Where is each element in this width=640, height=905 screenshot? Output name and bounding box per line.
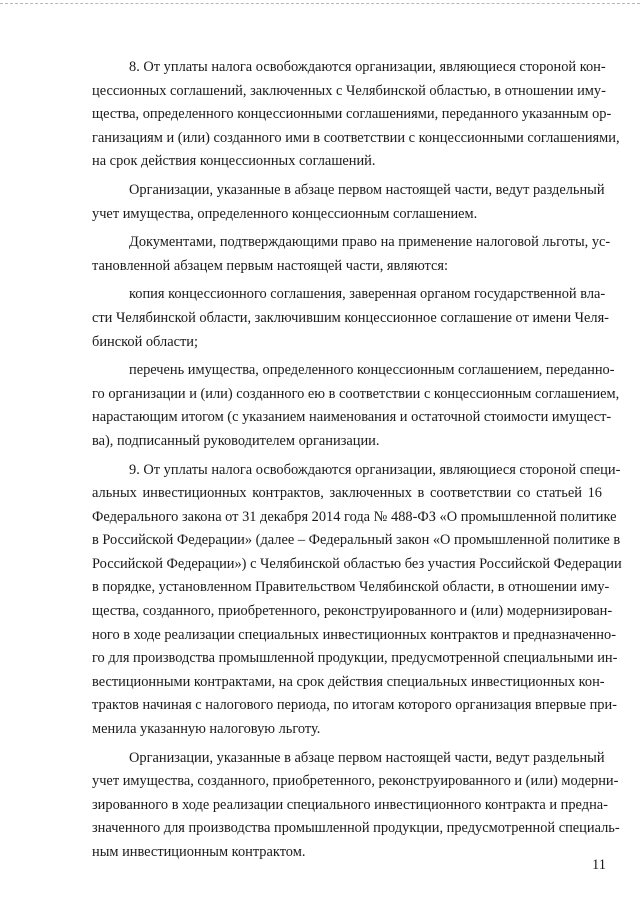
text-line: щества, определенного концессионными соглашениями, переданного указанным ор- — [92, 106, 612, 123]
text-line: щества, созданного, приобретенного, реконструированного и (или) модернизирован- — [92, 603, 613, 620]
text-line: цессионных соглашений, заключенных с Челябинской областью, в отношении иму- — [92, 82, 606, 99]
text-line: Организации, указанные в абзаце первом настоящей части, ведут раздельный — [129, 181, 605, 198]
text-line: тановленной абзацем первым настоящей части, являются: — [92, 257, 448, 274]
text-line: на срок действия концессионных соглашений. — [92, 153, 376, 170]
paragraph-9 — [92, 459, 622, 742]
text-line: ва), подписанный руководителем организации. — [92, 432, 380, 449]
text-line: нарастающим итогом (с указанием наименования и остаточной стоимости имущест- — [92, 409, 612, 426]
text-line: 9. От уплаты налога освобождаются организации, являющиеся стороной специ- — [129, 461, 621, 478]
paragraph-property-list — [92, 359, 620, 453]
text-line: перечень имущества, определенного концессионным соглашением, переданно- — [129, 362, 615, 379]
paragraph-agreement-copy — [92, 283, 609, 354]
text-line: учет имущества, созданного, приобретенного, реконструированного и (или) модерни- — [92, 773, 619, 790]
text-line: трактов начиная с налогового периода, по итогам которого организация впервые при- — [92, 697, 617, 714]
text-line: 8. От уплаты налога освобождаются организации, являющиеся стороной кон- — [129, 59, 606, 75]
text-line: ганизациям и (или) созданного ими в соответствии с концессионными соглашениями, — [92, 129, 620, 146]
text-line: значенного для производства промышленной продукции, предусмотренной специаль- — [92, 820, 620, 837]
text-line: вестиционными контрактами, на срок действия специальных инвестиционных кон- — [92, 673, 605, 690]
text-line: учет имущества, определенного концессионным соглашением. — [92, 205, 478, 222]
paragraph-documents — [92, 231, 611, 278]
paragraph-8 — [92, 56, 620, 174]
text-line: го организации и (или) созданного ею в соответствии с концессионным соглашением, — [92, 385, 620, 402]
text-line: зированного в ходе реализации специального инвестиционного контракта и предна- — [92, 796, 608, 813]
text-line: го для производства промышленной продукции, предусмотренной специальными ин- — [92, 650, 618, 667]
page-number: 11 — [592, 857, 606, 873]
text-line: в Российской Федерации» (далее – Федеральный закон «О промышленной политике в — [92, 532, 621, 549]
text-line: Российской Федерации») с Челябинской областью без участия Российской Федерации — [92, 555, 622, 572]
text-line: копия концессионного соглашения, заверенная органом государственной вла- — [129, 286, 606, 303]
text-line: менила указанную налоговую льготу. — [92, 721, 321, 738]
paragraph-separate-accounting-1 — [92, 179, 605, 226]
text-line: Организации, указанные в абзаце первом настоящей части, ведут раздельный — [129, 749, 605, 766]
text-line: ным инвестиционным контрактом. — [92, 844, 306, 860]
scan-edge-line — [0, 3, 640, 4]
text-line: бинской области; — [92, 333, 198, 350]
text-line: альных инвестиционных контрактов, заключенных в соответствии со статьей 16 — [92, 485, 602, 502]
text-line: сти Челябинской области, заключившим концессионное соглашение от имени Челя- — [92, 309, 609, 326]
text-line: Документами, подтверждающими право на применение налоговой льготы, ус- — [129, 234, 611, 251]
text-line: в порядке, установленном Правительством Челябинской области, в отношении иму- — [92, 579, 610, 596]
text-line: Федерального закона от 31 декабря 2014 года № 488-ФЗ «О промышленной политике — [92, 508, 617, 525]
text-line: ного в ходе реализации специальных инвестиционных контрактов и предназначенно- — [92, 626, 616, 643]
